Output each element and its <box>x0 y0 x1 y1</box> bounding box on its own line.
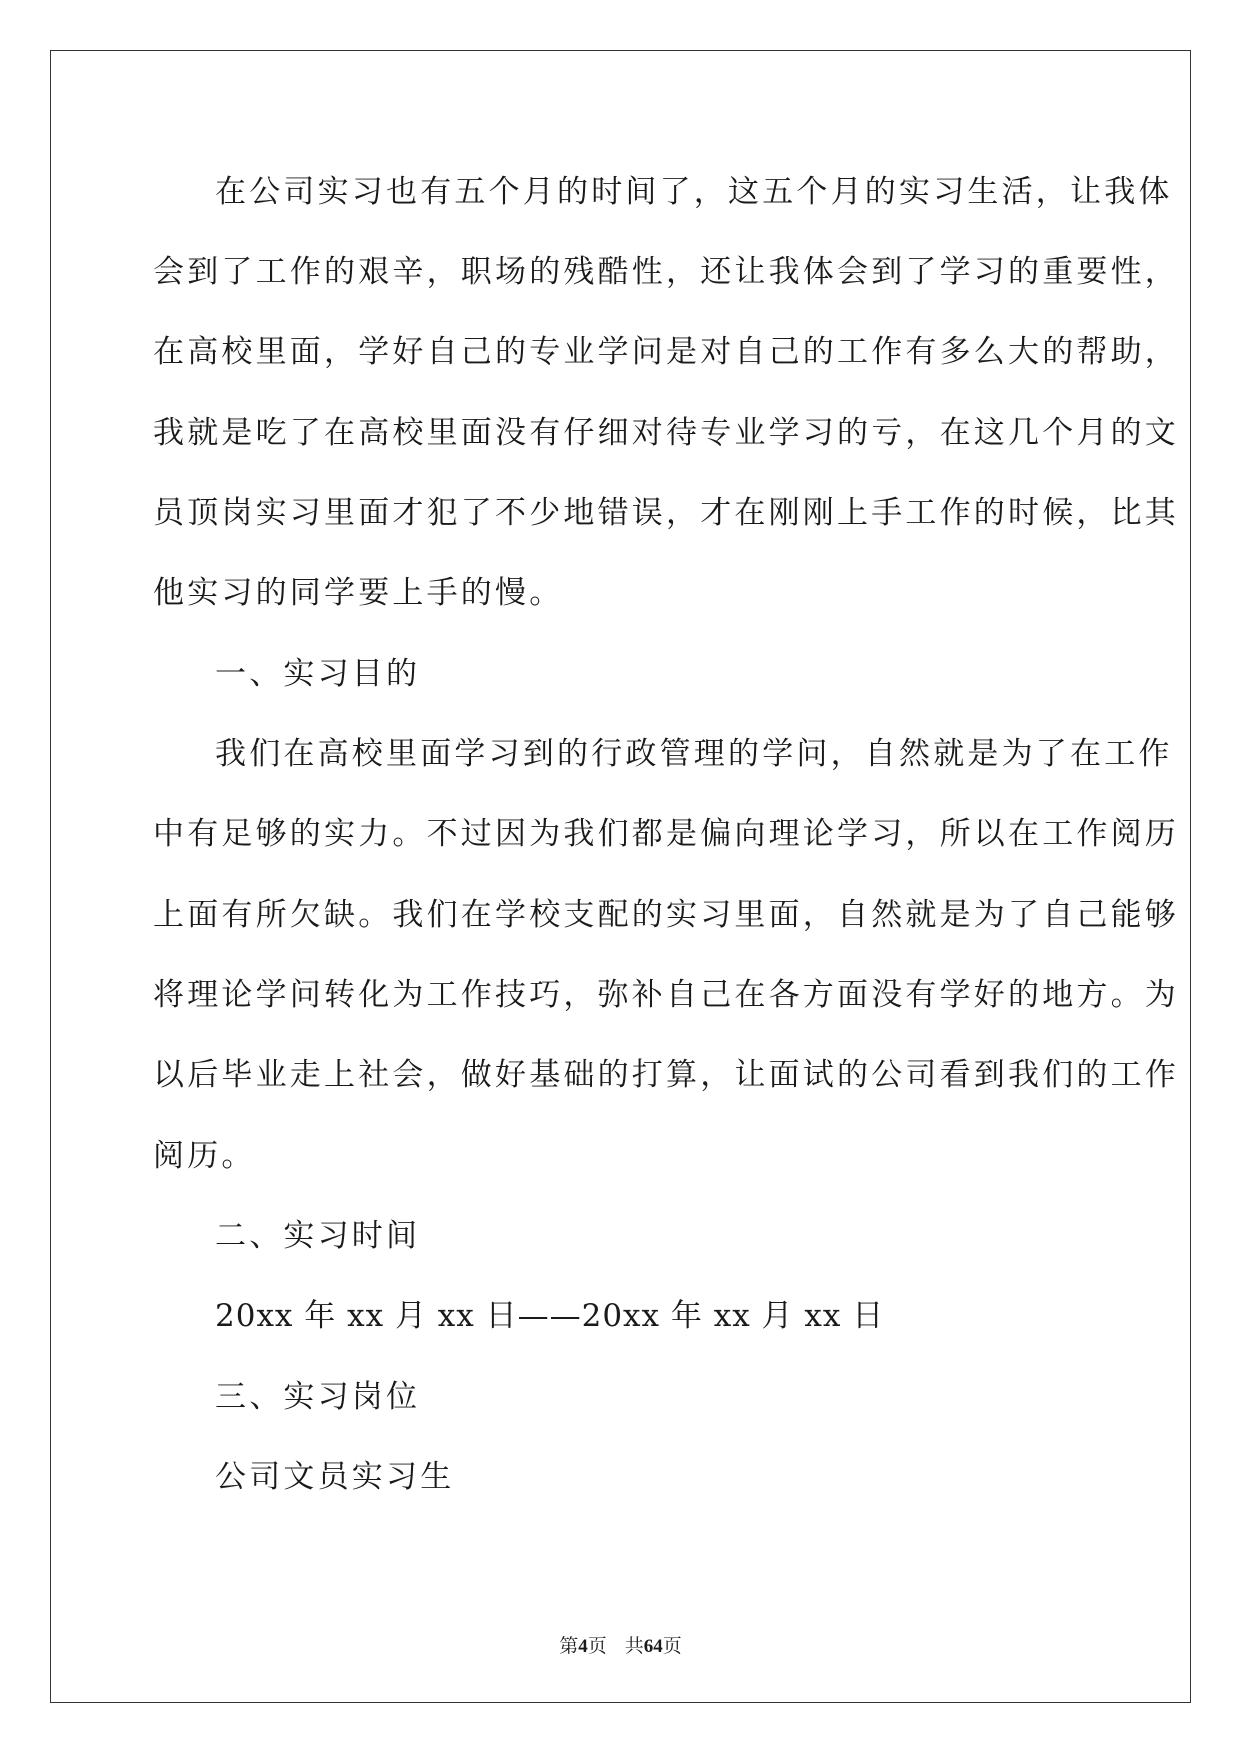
page-suffix: 页 <box>587 1636 607 1657</box>
page-prefix: 第 <box>559 1636 579 1657</box>
total-prefix: 共 <box>624 1636 644 1657</box>
paragraph-line: 我们在高校里面学习到的行政管理的学问，自然就是为了在工作 <box>215 736 1173 772</box>
internship-time-range: 20xx 年 xx 月 xx 日——20xx 年 xx 月 xx 日 <box>215 1298 885 1334</box>
paragraph-line: 我就是吃了在高校里面没有仔细对待专业学习的亏，在这几个月的文 <box>153 415 1179 451</box>
paragraph-line: 阅历。 <box>153 1138 256 1174</box>
paragraph-line: 会到了工作的艰辛，职场的残酷性，还让我体会到了学习的重要性， <box>153 254 1179 290</box>
internship-position: 公司文员实习生 <box>215 1459 455 1495</box>
paragraph-line: 他实习的同学要上手的慢。 <box>153 575 564 611</box>
paragraph-line: 在公司实习也有五个月的时间了，这五个月的实习生活，让我体 <box>215 174 1173 210</box>
section-heading-time: 二、实习时间 <box>215 1218 421 1254</box>
total-pages: 64 <box>643 1636 663 1657</box>
page-border <box>50 50 1191 1703</box>
paragraph-line: 在高校里面，学好自己的专业学问是对自己的工作有多么大的帮助， <box>153 334 1179 370</box>
paragraph-line: 以后毕业走上社会，做好基础的打算，让面试的公司看到我们的工作 <box>153 1057 1179 1093</box>
total-suffix: 页 <box>662 1636 682 1657</box>
paragraph-line: 中有足够的实力。不过因为我们都是偏向理论学习，所以在工作阅历 <box>153 816 1179 852</box>
paragraph-line: 上面有所欠缺。我们在学校支配的实习里面，自然就是为了自己能够 <box>153 897 1179 933</box>
section-heading-purpose: 一、实习目的 <box>215 656 421 692</box>
paragraph-line: 员顶岗实习里面才犯了不少地错误，才在刚刚上手工作的时候，比其 <box>153 495 1179 531</box>
section-heading-position: 三、实习岗位 <box>215 1379 421 1415</box>
page-number: 4 <box>578 1636 588 1657</box>
page-footer <box>0 1631 1241 1658</box>
paragraph-line: 将理论学问转化为工作技巧，弥补自己在各方面没有学好的地方。为 <box>153 977 1179 1013</box>
